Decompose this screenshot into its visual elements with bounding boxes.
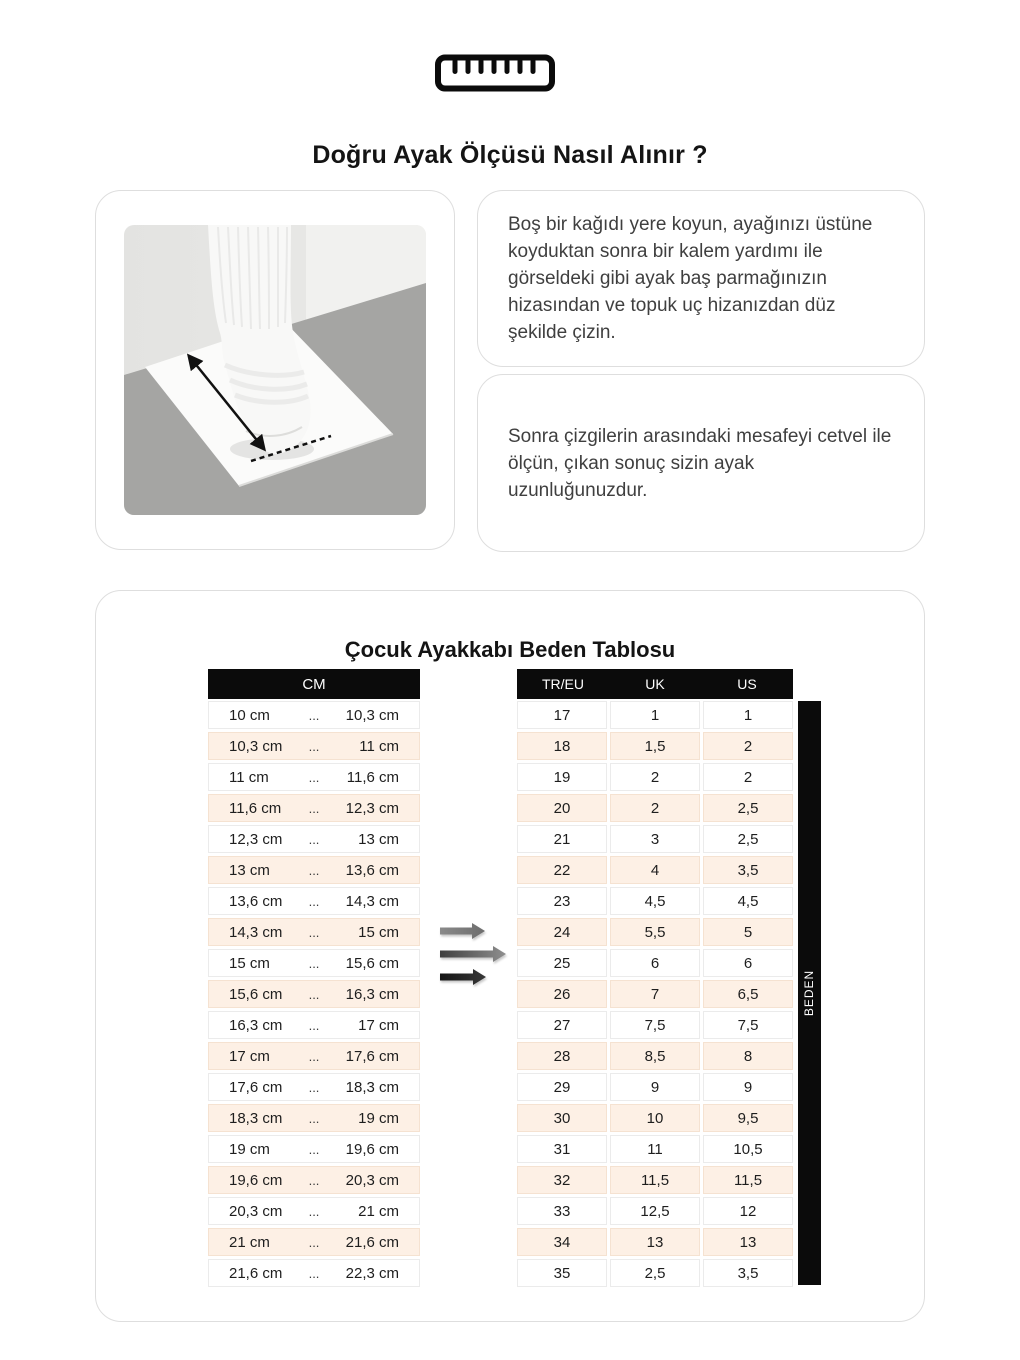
size-cell-treu: 31 <box>517 1135 607 1163</box>
cm-cell-to: 11 cm <box>359 737 399 755</box>
size-cell-treu: 30 <box>517 1104 607 1132</box>
size-cell-uk: 7 <box>610 980 700 1008</box>
size-cell-treu: 28 <box>517 1042 607 1070</box>
cm-table-row <box>208 856 420 884</box>
size-table-row <box>517 1042 793 1070</box>
size-cell-uk: 1 <box>610 701 700 729</box>
cm-cell-from: 11 cm <box>229 768 269 786</box>
size-cell-treu: 25 <box>517 949 607 977</box>
size-cell-us: 2,5 <box>703 794 793 822</box>
ruler-icon <box>435 54 555 92</box>
cm-table-row <box>208 1042 420 1070</box>
cm-cell-dots: ... <box>308 1110 320 1126</box>
cm-cell-to: 19 cm <box>358 1109 399 1127</box>
size-table-header-uk: UK <box>645 676 665 692</box>
size-cell-uk: 5,5 <box>610 918 700 946</box>
size-cell-uk: 12,5 <box>610 1197 700 1225</box>
size-table-row <box>517 1166 793 1194</box>
cm-table-row <box>208 1259 420 1287</box>
size-cell-us: 3,5 <box>703 856 793 884</box>
size-table-row <box>517 1135 793 1163</box>
cm-cell-from: 19,6 cm <box>229 1171 283 1189</box>
cm-table-row <box>208 1073 420 1101</box>
size-cell-us: 13 <box>703 1228 793 1256</box>
size-cell-us: 5 <box>703 918 793 946</box>
size-cell-treu: 26 <box>517 980 607 1008</box>
size-axis-label-bar <box>798 701 821 1285</box>
cm-cell-dots: ... <box>308 955 320 971</box>
cm-cell-from: 13 cm <box>229 861 270 879</box>
size-table-row <box>517 701 793 729</box>
instruction-step-2 <box>477 374 925 552</box>
cm-cell-from: 17 cm <box>229 1047 270 1065</box>
cm-cell-dots: ... <box>308 1203 320 1219</box>
cm-table-row <box>208 1197 420 1225</box>
size-cell-us: 2 <box>703 732 793 760</box>
size-cell-us: 9,5 <box>703 1104 793 1132</box>
cm-cell-dots: ... <box>308 1265 320 1281</box>
size-cell-uk: 7,5 <box>610 1011 700 1039</box>
photo-card <box>95 190 455 550</box>
size-cell-us: 9 <box>703 1073 793 1101</box>
size-table-header-us: US <box>737 676 757 692</box>
size-cell-us: 6,5 <box>703 980 793 1008</box>
size-chart-card <box>95 590 925 1322</box>
size-table-header <box>517 669 793 699</box>
size-cell-us: 2,5 <box>703 825 793 853</box>
size-cell-us: 7,5 <box>703 1011 793 1039</box>
cm-cell-dots: ... <box>308 893 320 909</box>
cm-table-row <box>208 1104 420 1132</box>
size-table-row <box>517 1104 793 1132</box>
cm-table-row <box>208 732 420 760</box>
size-axis-label: BEDEN <box>802 969 817 1017</box>
cm-cell-from: 12,3 cm <box>229 830 283 848</box>
cm-cell-from: 16,3 cm <box>229 1016 283 1034</box>
cm-table-row <box>208 1135 420 1163</box>
size-cell-uk: 1,5 <box>610 732 700 760</box>
size-cell-us: 2 <box>703 763 793 791</box>
size-table-row <box>517 763 793 791</box>
cm-cell-dots: ... <box>308 862 320 878</box>
cm-cell-dots: ... <box>308 707 320 723</box>
cm-cell-dots: ... <box>308 1079 320 1095</box>
cm-cell-to: 17,6 cm <box>345 1047 399 1065</box>
size-cell-uk: 6 <box>610 949 700 977</box>
size-table-header-treu: TR/EU <box>542 676 584 692</box>
size-cell-us: 8 <box>703 1042 793 1070</box>
cm-cell-dots: ... <box>308 986 320 1002</box>
size-cell-uk: 11,5 <box>610 1166 700 1194</box>
cm-table-row <box>208 763 420 791</box>
size-cell-treu: 29 <box>517 1073 607 1101</box>
cm-table-row <box>208 980 420 1008</box>
cm-table-row <box>208 1166 420 1194</box>
size-cell-uk: 10 <box>610 1104 700 1132</box>
size-cell-treu: 18 <box>517 732 607 760</box>
cm-cell-from: 20,3 cm <box>229 1202 283 1220</box>
cm-table-row <box>208 887 420 915</box>
cm-cell-to: 21,6 cm <box>345 1233 399 1251</box>
cm-cell-to: 17 cm <box>358 1016 399 1034</box>
size-table-row <box>517 1011 793 1039</box>
cm-table-row <box>208 1228 420 1256</box>
size-cell-uk: 9 <box>610 1073 700 1101</box>
cm-cell-from: 17,6 cm <box>229 1078 283 1096</box>
size-cell-uk: 2,5 <box>610 1259 700 1287</box>
size-table-row <box>517 856 793 884</box>
size-cell-treu: 33 <box>517 1197 607 1225</box>
size-table-row <box>517 732 793 760</box>
cm-cell-dots: ... <box>308 769 320 785</box>
instruction-step-2-text: Sonra çizgilerin arasındaki mesafeyi cetvel ile ölçün, çıkan sonuç sizin ayak uzunluğunuzdur. <box>508 425 892 501</box>
size-cell-uk: 13 <box>610 1228 700 1256</box>
size-table-row <box>517 1228 793 1256</box>
size-table-row <box>517 980 793 1008</box>
cm-cell-from: 15,6 cm <box>229 985 283 1003</box>
cm-cell-from: 18,3 cm <box>229 1109 283 1127</box>
instruction-step-1-text: Boş bir kağıdı yere koyun, ayağınızı üstüne koyduktan sonra bir kalem yardımı ile görseldeki gibi ayak baş parmağınızın hizasından ve topuk uç hizanızdan düz şekilde çizin. <box>508 214 873 343</box>
size-cell-treu: 19 <box>517 763 607 791</box>
size-cell-treu: 35 <box>517 1259 607 1287</box>
cm-cell-from: 15 cm <box>229 954 270 972</box>
foot-measurement-photo <box>124 225 426 515</box>
cm-table-row <box>208 1011 420 1039</box>
size-table-row <box>517 949 793 977</box>
cm-table-row <box>208 794 420 822</box>
cm-table-rows <box>208 701 420 1287</box>
cm-cell-to: 12,3 cm <box>345 799 399 817</box>
cm-cell-dots: ... <box>308 1048 320 1064</box>
size-cell-us: 1 <box>703 701 793 729</box>
size-cell-uk: 3 <box>610 825 700 853</box>
cm-cell-to: 21 cm <box>358 1202 399 1220</box>
cm-cell-dots: ... <box>308 1234 320 1250</box>
cm-cell-dots: ... <box>308 1017 320 1033</box>
size-cell-treu: 27 <box>517 1011 607 1039</box>
cm-cell-dots: ... <box>308 831 320 847</box>
cm-cell-to: 15 cm <box>358 923 399 941</box>
size-table-row <box>517 1197 793 1225</box>
size-table-rows <box>517 701 793 1287</box>
size-cell-treu: 20 <box>517 794 607 822</box>
cm-table-row <box>208 918 420 946</box>
instruction-step-1 <box>477 190 925 367</box>
cm-cell-to: 20,3 cm <box>345 1171 399 1189</box>
cm-cell-to: 15,6 cm <box>345 954 399 972</box>
size-table-row <box>517 887 793 915</box>
size-cell-us: 6 <box>703 949 793 977</box>
cm-table <box>208 669 420 1287</box>
cm-cell-dots: ... <box>308 1172 320 1188</box>
cm-cell-to: 16,3 cm <box>345 985 399 1003</box>
size-cell-treu: 24 <box>517 918 607 946</box>
cm-cell-from: 10,3 cm <box>229 737 283 755</box>
size-chart-title: Çocuk Ayakkabı Beden Tablosu <box>344 637 676 663</box>
size-cell-uk: 2 <box>610 794 700 822</box>
size-cell-uk: 4,5 <box>610 887 700 915</box>
cm-cell-to: 14,3 cm <box>345 892 399 910</box>
cm-cell-from: 19 cm <box>229 1140 270 1158</box>
cm-cell-dots: ... <box>308 924 320 940</box>
cm-table-row <box>208 701 420 729</box>
cm-cell-to: 11,6 cm <box>346 768 399 786</box>
transfer-arrows-icon <box>438 921 508 989</box>
size-cell-treu: 23 <box>517 887 607 915</box>
size-cell-us: 11,5 <box>703 1166 793 1194</box>
cm-cell-to: 13,6 cm <box>345 861 399 879</box>
cm-cell-to: 10,3 cm <box>345 706 399 724</box>
cm-cell-dots: ... <box>308 738 320 754</box>
cm-cell-dots: ... <box>308 1141 320 1157</box>
cm-cell-from: 11,6 cm <box>229 799 282 817</box>
size-cell-uk: 8,5 <box>610 1042 700 1070</box>
size-cell-us: 10,5 <box>703 1135 793 1163</box>
size-cell-treu: 17 <box>517 701 607 729</box>
cm-cell-from: 13,6 cm <box>229 892 283 910</box>
size-table-row <box>517 1259 793 1287</box>
cm-cell-to: 18,3 cm <box>345 1078 399 1096</box>
cm-cell-from: 14,3 cm <box>229 923 283 941</box>
cm-cell-from: 10 cm <box>229 706 270 724</box>
cm-cell-to: 19,6 cm <box>345 1140 399 1158</box>
size-cell-us: 12 <box>703 1197 793 1225</box>
size-cell-uk: 11 <box>610 1135 700 1163</box>
cm-cell-dots: ... <box>308 800 320 816</box>
cm-table-row <box>208 825 420 853</box>
size-table-row <box>517 825 793 853</box>
size-table-row <box>517 918 793 946</box>
size-cell-treu: 32 <box>517 1166 607 1194</box>
cm-table-header: CM <box>208 669 420 699</box>
cm-cell-to: 13 cm <box>358 830 399 848</box>
size-cell-treu: 21 <box>517 825 607 853</box>
cm-cell-to: 22,3 cm <box>345 1264 399 1282</box>
cm-cell-from: 21 cm <box>229 1233 270 1251</box>
size-cell-treu: 34 <box>517 1228 607 1256</box>
size-table <box>517 669 793 1287</box>
size-cell-uk: 4 <box>610 856 700 884</box>
page-title: Doğru Ayak Ölçüsü Nasıl Alınır ? <box>312 140 708 169</box>
cm-table-row <box>208 949 420 977</box>
size-cell-uk: 2 <box>610 763 700 791</box>
size-cell-treu: 22 <box>517 856 607 884</box>
size-table-row <box>517 794 793 822</box>
cm-cell-from: 21,6 cm <box>229 1264 283 1282</box>
size-table-row <box>517 1073 793 1101</box>
size-cell-us: 3,5 <box>703 1259 793 1287</box>
size-cell-us: 4,5 <box>703 887 793 915</box>
